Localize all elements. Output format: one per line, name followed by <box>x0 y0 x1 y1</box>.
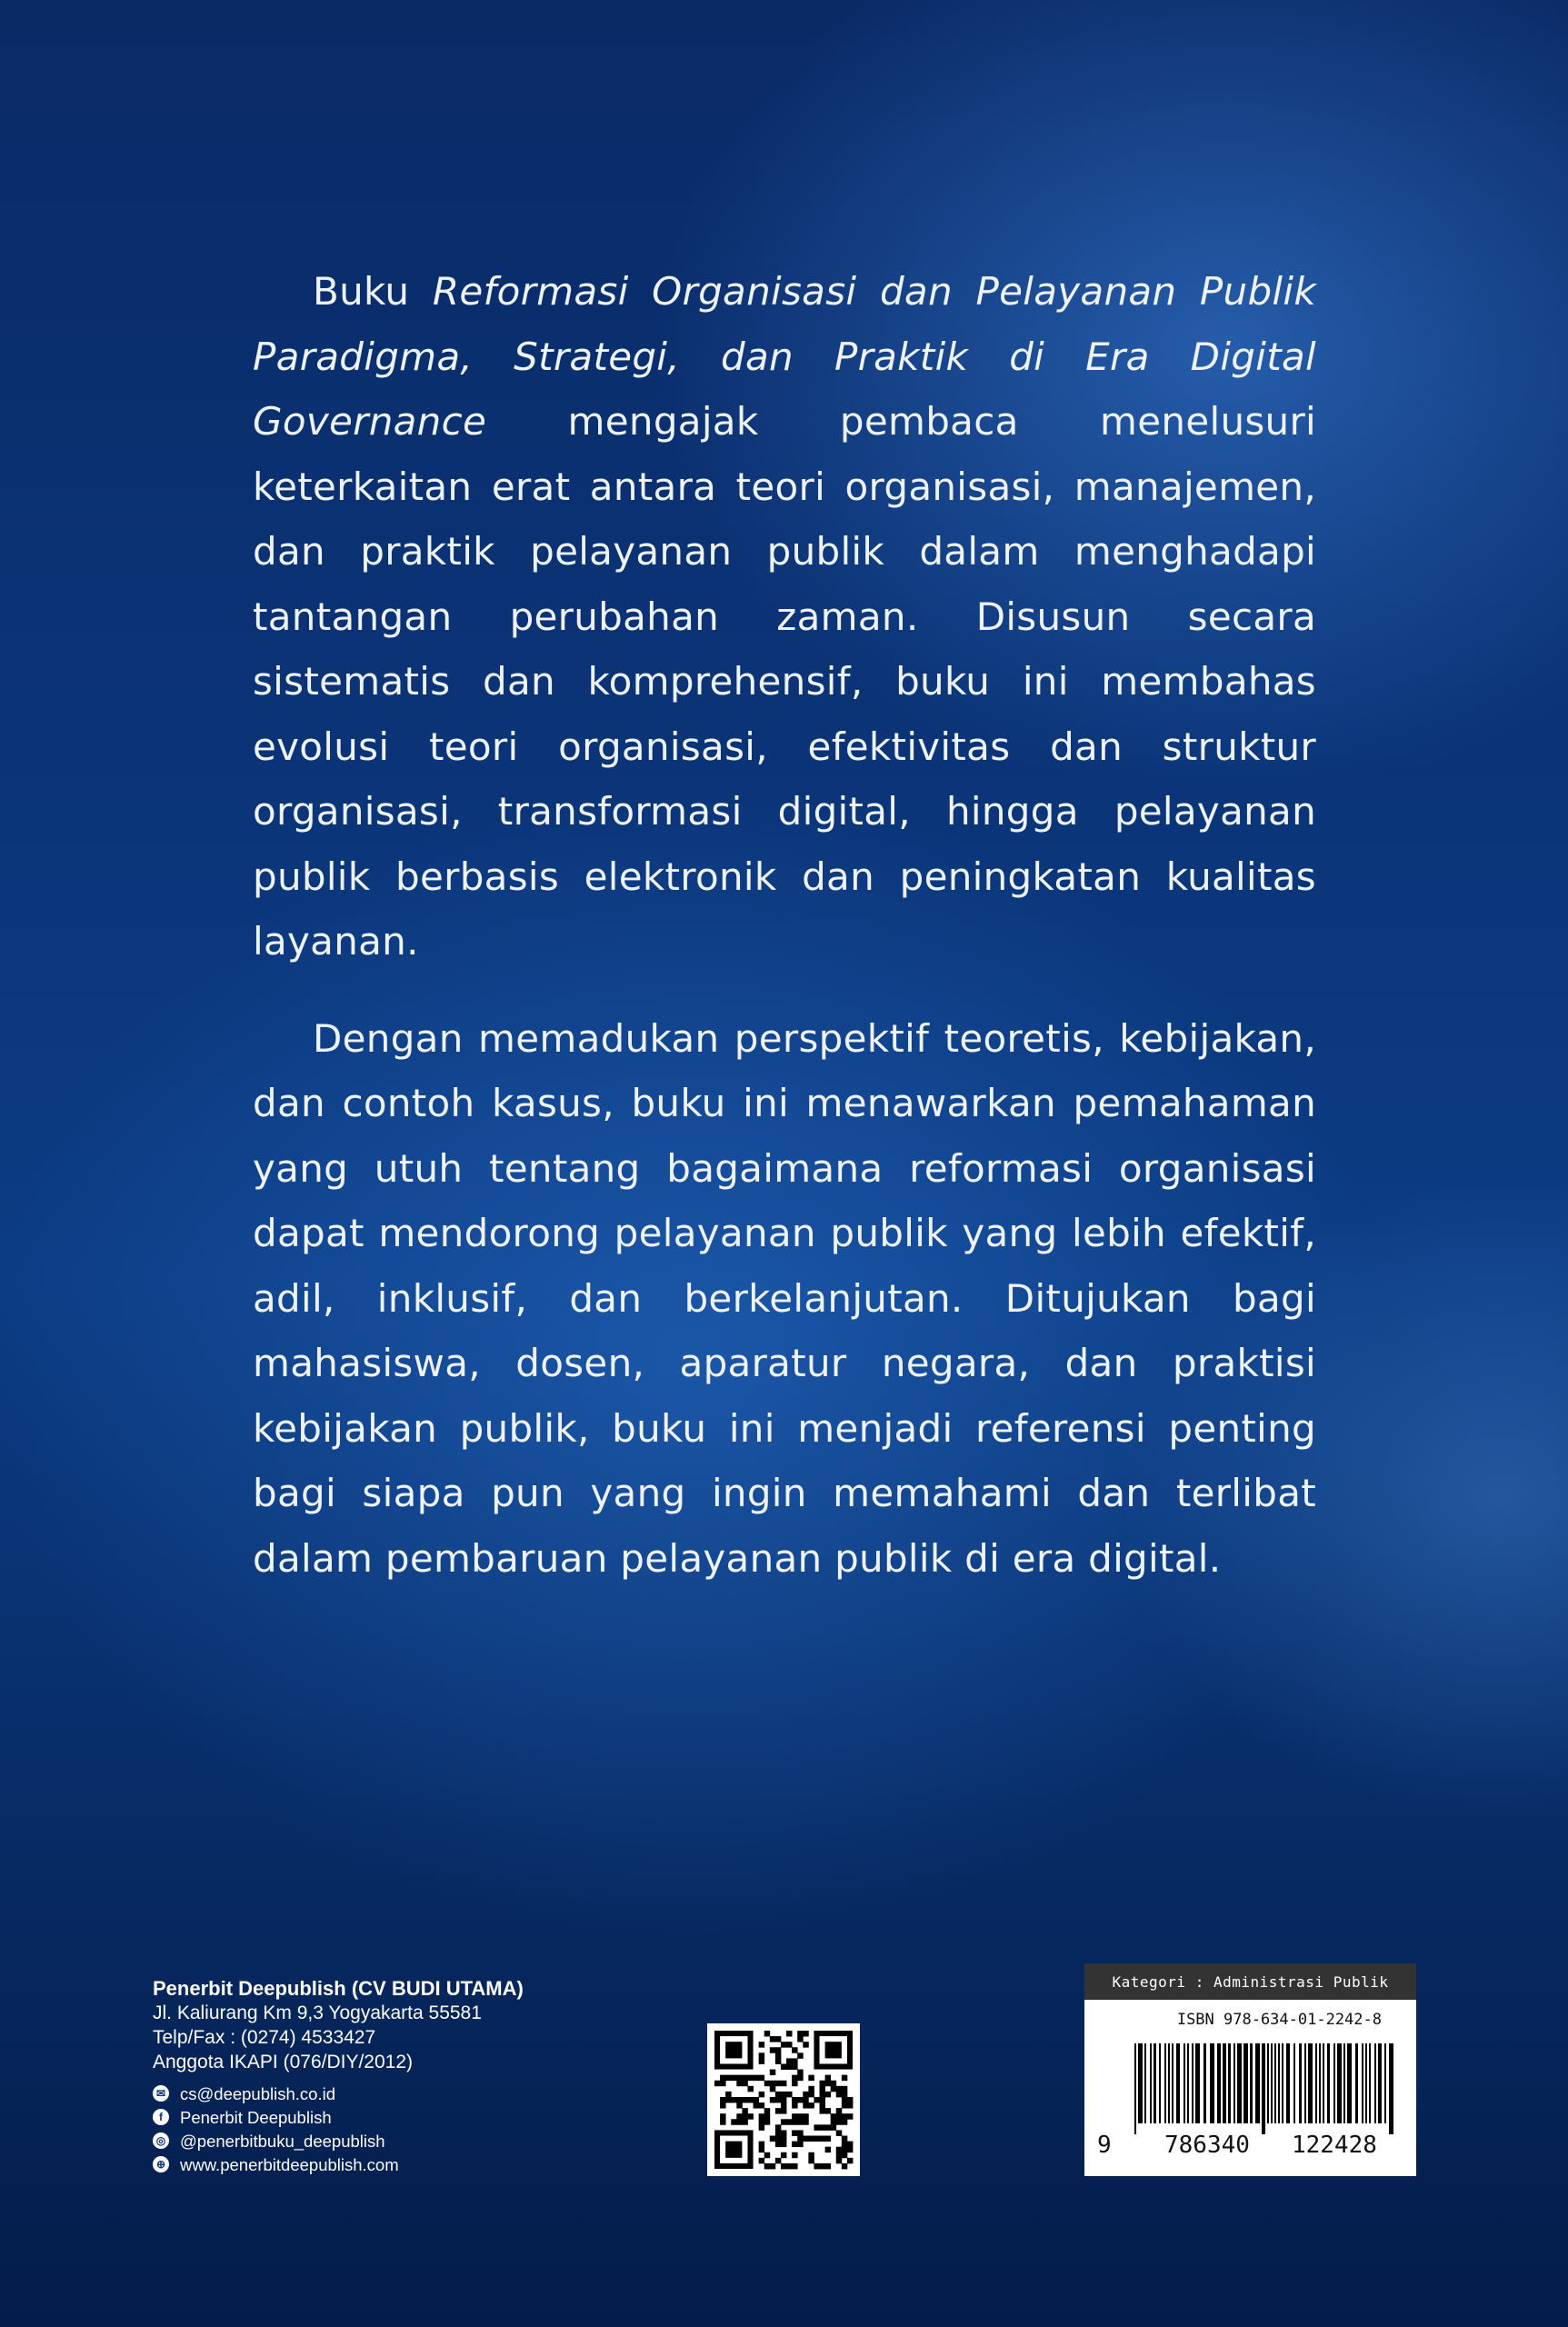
qr-module <box>720 2119 725 2124</box>
qr-module <box>847 2097 853 2102</box>
qr-module <box>725 2097 731 2102</box>
qr-module <box>808 2086 814 2092</box>
qr-module <box>742 2108 747 2113</box>
qr-module <box>786 2063 792 2069</box>
barcode-bar <box>1333 2043 1335 2123</box>
qr-module <box>797 2130 803 2135</box>
qr-code-graphic <box>707 2023 860 2176</box>
qr-module <box>792 2152 797 2158</box>
qr-module <box>754 2075 759 2081</box>
qr-module <box>797 2036 803 2042</box>
qr-module <box>842 2092 847 2097</box>
qr-module <box>803 2031 808 2036</box>
qr-module <box>842 2086 847 2092</box>
qr-module <box>808 2092 814 2097</box>
qr-module <box>814 2136 819 2142</box>
qr-module <box>731 2119 736 2124</box>
qr-module <box>836 2158 842 2163</box>
qr-module <box>759 2142 764 2147</box>
qr-module <box>781 2081 786 2086</box>
barcode-bar <box>1327 2043 1330 2123</box>
barcode-bar <box>1164 2043 1166 2123</box>
qr-module <box>775 2092 781 2097</box>
qr-module <box>714 2081 720 2086</box>
qr-module <box>742 2075 747 2081</box>
qr-module <box>814 2097 819 2102</box>
qr-module <box>847 2158 853 2163</box>
qr-module <box>759 2042 764 2047</box>
qr-module <box>781 2136 786 2142</box>
qr-module <box>842 2147 847 2152</box>
qr-module <box>764 2081 770 2086</box>
barcode-bar <box>1343 2043 1345 2123</box>
back-cover-blurb <box>253 259 1316 1591</box>
blurb-intro: Buku <box>313 269 433 314</box>
blurb-paragraph-1 <box>253 259 1316 974</box>
contact-email-text: cs@deepublish.co.id <box>180 2083 335 2103</box>
qr-module <box>770 2097 775 2102</box>
barcode-bar <box>1308 2043 1313 2123</box>
qr-module <box>792 2119 797 2124</box>
barcode-bar <box>1304 2043 1306 2123</box>
qr-module <box>792 2113 797 2119</box>
category-label: Kategori : Administrasi Publik <box>1084 1963 1416 2000</box>
qr-module <box>814 2163 819 2169</box>
barcode-bar <box>1365 2043 1367 2123</box>
barcode-bar <box>1274 2043 1276 2123</box>
qr-module <box>820 2097 825 2102</box>
qr-module <box>764 2163 770 2169</box>
qr-module <box>808 2152 814 2158</box>
barcode-bar <box>1150 2043 1152 2123</box>
instagram-icon: ◎ <box>153 2132 169 2149</box>
barcode-graphic <box>1084 2043 1416 2134</box>
qr-module <box>720 2113 725 2119</box>
qr-module <box>803 2119 808 2124</box>
qr-module <box>781 2152 786 2158</box>
qr-module <box>831 2086 836 2092</box>
qr-module <box>820 2081 825 2086</box>
contact-instagram <box>153 2129 662 2152</box>
qr-module <box>781 2142 786 2147</box>
qr-module <box>825 2124 831 2130</box>
qr-module <box>786 2092 792 2097</box>
qr-module <box>825 2081 831 2086</box>
mail-icon: ✉ <box>153 2085 169 2102</box>
barcode-bar <box>1203 2043 1206 2123</box>
barcode-bar <box>1192 2043 1193 2123</box>
qr-module <box>831 2124 836 2130</box>
qr-module <box>792 2063 797 2069</box>
publisher-name: Penerbit Deepublish (CV BUDI UTAMA) <box>153 1977 524 2000</box>
qr-module <box>742 2113 747 2119</box>
qr-module <box>820 2086 825 2092</box>
qr-module <box>754 2102 759 2108</box>
qr-module <box>775 2158 781 2163</box>
qr-module <box>820 2092 825 2097</box>
qr-module <box>842 2152 847 2158</box>
qr-module <box>754 2097 759 2102</box>
barcode-bar <box>1362 2043 1363 2123</box>
barcode-bar <box>1187 2043 1189 2123</box>
qr-module <box>747 2075 753 2081</box>
qr-module <box>842 2075 847 2081</box>
qr-module <box>808 2102 814 2108</box>
barcode-bar <box>1176 2043 1180 2123</box>
qr-module <box>781 2108 786 2113</box>
qr-module <box>786 2031 792 2036</box>
qr-module <box>825 2075 831 2081</box>
qr-module <box>836 2119 842 2124</box>
qr-module <box>759 2052 764 2058</box>
qr-module <box>803 2097 808 2102</box>
qr-module <box>725 2092 731 2097</box>
barcode-bar <box>1223 2043 1226 2123</box>
publisher-ikapi: Anggota IKAPI (076/DIY/2012) <box>153 2052 414 2072</box>
contact-email <box>153 2082 662 2105</box>
qr-module <box>770 2163 775 2169</box>
qr-module <box>770 2070 775 2075</box>
qr-module <box>747 2113 753 2119</box>
qr-module <box>759 2113 764 2119</box>
qr-module <box>770 2047 775 2052</box>
barcode-bar <box>1233 2043 1235 2123</box>
barcode-bar <box>1299 2043 1302 2123</box>
barcode-bar <box>1144 2043 1146 2123</box>
qr-module <box>831 2081 836 2086</box>
qr-module <box>842 2136 847 2142</box>
qr-module <box>842 2097 847 2102</box>
qr-module <box>781 2063 786 2069</box>
qr-module <box>820 2136 825 2142</box>
qr-module <box>842 2113 847 2119</box>
qr-module <box>820 2102 825 2108</box>
qr-module <box>792 2058 797 2063</box>
qr-module <box>842 2142 847 2147</box>
qr-module <box>759 2092 764 2097</box>
barcode-bar <box>1384 2043 1386 2123</box>
qr-module <box>725 2042 742 2058</box>
barcode-bar <box>1237 2043 1242 2123</box>
barcode-bar <box>1183 2043 1185 2123</box>
barcode-bar <box>1271 2043 1273 2123</box>
qr-module <box>825 2108 831 2113</box>
publisher-phone: Telp/Fax : (0274) 4533427 <box>153 2027 376 2048</box>
qr-module <box>803 2113 808 2119</box>
qr-module <box>764 2113 770 2119</box>
qr-module <box>786 2119 792 2124</box>
publisher-address: Jl. Kaliurang Km 9,3 Yogyakarta 55581 <box>153 2002 482 2023</box>
qr-module <box>736 2081 742 2086</box>
qr-module <box>720 2097 725 2102</box>
qr-module <box>731 2075 736 2081</box>
qr-module <box>808 2075 814 2081</box>
qr-module <box>836 2147 842 2152</box>
qr-module <box>759 2158 764 2163</box>
qr-module <box>759 2075 764 2081</box>
qr-module <box>803 2092 808 2097</box>
barcode-bar <box>1154 2043 1156 2123</box>
qr-module <box>770 2081 775 2086</box>
qr-module <box>797 2097 803 2102</box>
qr-module <box>820 2108 825 2113</box>
barcode-bar <box>1347 2043 1352 2123</box>
qr-module <box>731 2097 736 2102</box>
barcode-bar <box>1323 2043 1324 2123</box>
qr-module <box>842 2102 847 2108</box>
barcode-bar <box>1255 2043 1260 2123</box>
qr-module <box>831 2119 836 2124</box>
qr-module <box>764 2119 770 2124</box>
qr-module <box>803 2102 808 2108</box>
contact-website <box>153 2152 662 2176</box>
barcode-bar <box>1315 2043 1317 2123</box>
qr-module <box>797 2070 803 2075</box>
qr-module <box>786 2163 792 2169</box>
qr-module <box>764 2108 770 2113</box>
qr-module <box>775 2142 781 2147</box>
qr-module <box>770 2036 775 2042</box>
barcode-bar <box>1319 2043 1321 2123</box>
barcode-digit-group-2: 122428 <box>1292 2132 1377 2159</box>
qr-module <box>775 2047 781 2052</box>
qr-module <box>742 2119 747 2124</box>
qr-module <box>736 2113 742 2119</box>
qr-module <box>720 2075 725 2081</box>
qr-module <box>725 2075 731 2081</box>
qr-module <box>764 2152 770 2158</box>
qr-module <box>736 2075 742 2081</box>
qr-module <box>720 2081 725 2086</box>
barcode-bar <box>1355 2043 1358 2123</box>
book-title: Reformasi Organisasi dan Pelayanan Publik Paradigma, Strategi, dan Praktik di Era Digital Governance <box>253 269 1316 444</box>
qr-module <box>736 2102 742 2108</box>
qr-module <box>775 2108 781 2113</box>
qr-module <box>797 2119 803 2124</box>
qr-module <box>759 2058 764 2063</box>
qr-module <box>775 2097 781 2102</box>
qr-module <box>736 2097 742 2102</box>
qr-module <box>836 2092 842 2097</box>
qr-module <box>836 2086 842 2092</box>
qr-module <box>775 2052 781 2058</box>
qr-module <box>725 2142 742 2158</box>
qr-module <box>775 2124 781 2130</box>
qr-module <box>792 2102 797 2108</box>
qr-module <box>814 2124 819 2130</box>
qr-module <box>781 2163 786 2169</box>
barcode-bar <box>1337 2043 1342 2123</box>
barcode-bar <box>1378 2043 1382 2123</box>
qr-module <box>847 2113 853 2119</box>
barcode-bar <box>1243 2043 1248 2123</box>
barcode-bar <box>1172 2043 1174 2123</box>
qr-module <box>775 2058 781 2063</box>
qr-module <box>836 2152 842 2158</box>
publisher-info <box>153 1976 662 2176</box>
barcode-digit-group-1: 786340 <box>1164 2132 1250 2159</box>
qr-module <box>836 2113 842 2119</box>
qr-module <box>825 2042 842 2058</box>
qr-module <box>770 2136 775 2142</box>
barcode-bar <box>1195 2043 1200 2123</box>
qr-module <box>747 2086 753 2092</box>
qr-module <box>803 2042 808 2047</box>
blurb-paragraph-2: Dengan memadukan perspektif teoretis, kebijakan, dan contoh kasus, buku ini menawarkan pemahaman yang utuh tentang bagaimana reformasi organisasi dapat mendorong pelayanan publik yang lebih efektif, adil, inklusif, dan berkelanjutan. Ditujukan bagi mahasiswa, dosen, aparatur negara, dan praktisi kebijakan publik, buku ini menjadi referensi penting bagi siapa pun yang ingin memahami dan terlibat dalam pembaruan pelayanan publik di era digital. <box>253 1015 1316 1581</box>
qr-module <box>759 2102 764 2108</box>
barcode-bar <box>1262 2043 1265 2134</box>
barcode-bar <box>1369 2043 1371 2123</box>
barcode-digits <box>1084 2132 1416 2164</box>
barcode-bar <box>1168 2043 1170 2123</box>
barcode-bar <box>1374 2043 1376 2123</box>
qr-module <box>781 2119 786 2124</box>
qr-module <box>742 2081 747 2086</box>
qr-module <box>720 2102 725 2108</box>
qr-module <box>820 2163 825 2169</box>
barcode-bar <box>1278 2043 1280 2123</box>
qr-module <box>781 2097 786 2102</box>
contact-instagram-text: @penerbitbuku_deepublish <box>180 2131 385 2151</box>
qr-module <box>825 2136 831 2142</box>
qr-module <box>759 2147 764 2152</box>
qr-module <box>786 2058 792 2063</box>
qr-code <box>707 2023 860 2176</box>
qr-module <box>742 2097 747 2102</box>
qr-module <box>747 2097 753 2102</box>
qr-module <box>781 2102 786 2108</box>
barcode-bar <box>1134 2043 1136 2134</box>
qr-module <box>781 2092 786 2097</box>
qr-module <box>792 2130 797 2135</box>
qr-module <box>836 2130 842 2135</box>
qr-module <box>797 2113 803 2119</box>
qr-module <box>781 2042 786 2047</box>
qr-module <box>792 2047 797 2052</box>
barcode-bar <box>1159 2043 1161 2123</box>
qr-module <box>759 2119 764 2124</box>
qr-module <box>803 2136 808 2142</box>
barcode-bar <box>1210 2043 1214 2123</box>
barcode-bar <box>1217 2043 1221 2123</box>
qr-module <box>792 2081 797 2086</box>
qr-module <box>775 2081 781 2086</box>
barcode-bar <box>1389 2043 1393 2134</box>
contact-website-text: www.penerbitdeepublish.com <box>180 2154 399 2174</box>
blurb-paragraph-1-body: mengajak pembaca menelusuri keterkaitan erat antara teori organisasi, manajemen, dan praktik pelayanan publik dalam menghadapi tantangan perubahan zaman. Disusun secara sistematis dan komprehensif, buku ini membahas evolusi teori organisasi, efektivitas dan struktur organisasi, transformasi digital, hingga pelayanan publik berbasis elektronik dan peningkatan kualitas layanan. <box>253 399 1316 964</box>
qr-module <box>781 2130 786 2135</box>
qr-module <box>792 2163 797 2169</box>
qr-module <box>775 2136 781 2142</box>
qr-module <box>764 2031 770 2036</box>
barcode-bar <box>1267 2043 1269 2123</box>
qr-module <box>842 2163 847 2169</box>
qr-module <box>786 2042 792 2047</box>
qr-module <box>792 2075 797 2081</box>
qr-module <box>808 2158 814 2163</box>
barcode-bar <box>1250 2043 1253 2123</box>
qr-module <box>792 2142 797 2147</box>
barcode-bar <box>1138 2043 1143 2123</box>
qr-module <box>775 2130 781 2135</box>
publisher-contacts <box>153 2082 662 2176</box>
qr-module <box>792 2097 797 2102</box>
barcode-bar <box>1293 2043 1295 2123</box>
qr-module <box>797 2136 803 2142</box>
facebook-icon: f <box>153 2109 169 2125</box>
qr-module <box>797 2075 803 2081</box>
barcode-digit-lead: 9 <box>1097 2132 1112 2159</box>
qr-module <box>825 2163 831 2169</box>
qr-module <box>797 2142 803 2147</box>
qr-module <box>808 2136 814 2142</box>
qr-module <box>759 2124 764 2130</box>
qr-module <box>797 2052 803 2058</box>
qr-module <box>847 2102 853 2108</box>
qr-module <box>797 2031 803 2036</box>
qr-module <box>842 2119 847 2124</box>
isbn-barcode-box <box>1084 1963 1416 2176</box>
contact-facebook <box>153 2105 662 2129</box>
globe-icon: ⊕ <box>153 2156 169 2172</box>
qr-module <box>847 2147 853 2152</box>
barcode-bar <box>1282 2043 1283 2123</box>
qr-module <box>836 2108 842 2113</box>
qr-module <box>770 2086 775 2092</box>
qr-module <box>736 2119 742 2124</box>
qr-module <box>820 2124 825 2130</box>
contact-facebook-text: Penerbit Deepublish <box>180 2107 332 2127</box>
isbn-number: ISBN 978-634-01-2242-8 <box>1176 2011 1382 2029</box>
qr-module <box>847 2142 853 2147</box>
qr-module <box>831 2113 836 2119</box>
barcode-bar <box>1228 2043 1231 2123</box>
qr-module <box>825 2147 831 2152</box>
barcode-bar <box>1286 2043 1290 2123</box>
qr-module <box>775 2036 781 2042</box>
qr-module <box>825 2092 831 2097</box>
